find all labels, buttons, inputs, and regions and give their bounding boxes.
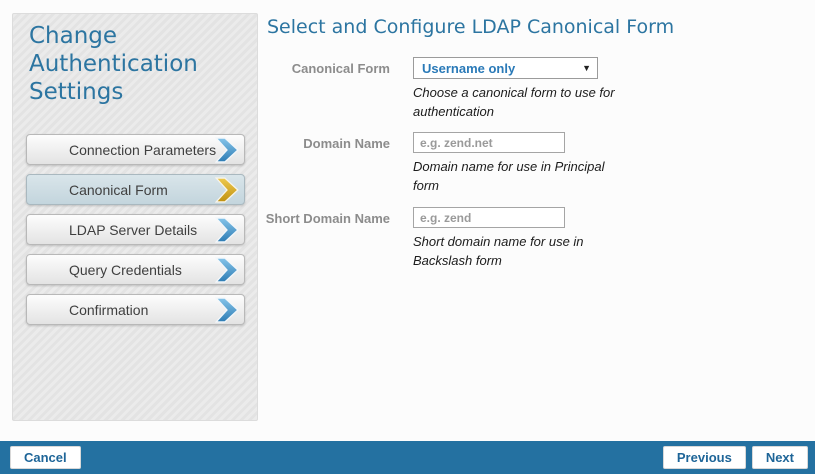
domain-name-input[interactable] [413,132,565,153]
arrow-right-icon [215,257,239,283]
canonical-form-selected-value: Username only [422,60,516,76]
sidebar-item-label: Confirmation [69,301,149,318]
sidebar-item-label: Query Credentials [69,261,182,278]
short-domain-name-input[interactable] [413,207,565,228]
short-domain-name-label: Short Domain Name [265,211,390,226]
next-button[interactable]: Next [752,446,808,469]
domain-name-label: Domain Name [303,136,390,151]
chevron-down-icon: ▼ [582,62,591,73]
arrow-right-icon [215,297,239,323]
short-domain-name-help: Short domain name for use in Backslash form [413,234,584,268]
footer-action-bar [0,441,815,474]
sidebar-item-query-credentials[interactable] [26,254,245,285]
domain-name-row [260,132,663,195]
canonical-form-help: Choose a canonical form to use for authentication [413,85,615,119]
canonical-form-select[interactable] [413,57,598,79]
sidebar-item-connection-parameters[interactable] [26,134,245,165]
canonical-form-row [260,57,663,121]
short-domain-name-row [260,207,663,270]
wizard-title: Change Authentication Settings [29,23,198,105]
sidebar-item-label: Connection Parameters [69,141,217,158]
sidebar-item-label: LDAP Server Details [69,221,198,238]
arrow-right-icon [215,217,239,243]
sidebar-item-canonical-form[interactable] [26,174,245,205]
domain-name-help: Domain name for use in Principal form [413,159,605,193]
arrow-right-icon [215,137,239,163]
arrow-right-icon-active [215,177,239,203]
canonical-form-label: Canonical Form [291,61,390,76]
sidebar-item-label: Canonical Form [69,181,168,198]
previous-button[interactable]: Previous [663,446,746,469]
sidebar-item-ldap-server-details[interactable] [26,214,245,245]
sidebar-item-confirmation[interactable] [26,294,245,325]
cancel-button[interactable]: Cancel [10,446,81,469]
page-title: Select and Configure LDAP Canonical Form [267,16,675,38]
wizard-sidebar [12,13,258,421]
